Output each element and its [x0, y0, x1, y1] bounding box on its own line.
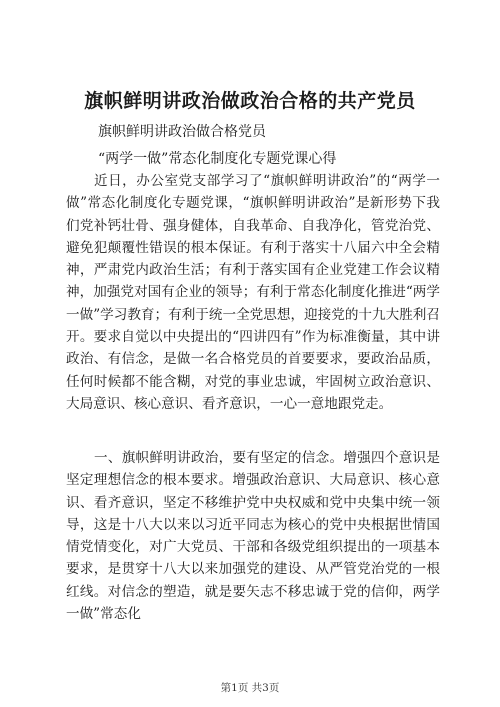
- document-title: 旗帜鲜明讲政治做政治合格的共产党员: [84, 90, 416, 112]
- body-paragraph-2: 一、旗帜鲜明讲政治，要有坚定的信念。增强四个意识是坚定理想信念的根本要求。增强政治意识、大局意识、核心意识、看齐意识，坚定不移维护党中央权威和党中央集中统一领导，这是十八大以来以习近平同志为核心的党中央根据世情国情党情变化，对广大党员、干部和各级党组织提出的一项基本要求，是贯穿十八大以来加强党的建设、从严管党治党的一根红线。对信念的塑造，就是要矢志不移忠诚于党的信仰，两学一做”常态化: [66, 450, 440, 623]
- page-footer: 第1页 共3页: [220, 682, 280, 694]
- document-subtitle: 旗帜鲜明讲政治做合格党员: [98, 124, 266, 140]
- document-subheading: “两学一做”常态化制度化专题党课心得: [98, 151, 337, 167]
- body-paragraph-1: 近日，办公室党支部学习了“旗帜鲜明讲政治”的“两学一做”常态化制度化专题党课，“旗帜鲜明讲政治”是新形势下我们党补钙壮骨、强身健体，自我革命、自我净化，管党治党、避免犯颠覆性错误的根本保证。有利于落实十八届六中全会精神，严肃党内政治生活；有利于落实国有企业党建工作会议精神，加强党对国有企业的领导；有利于常态化制度化推进“两学一做”学习教育；有利于统一全党思想，迎接党的十九大胜利召开。要求自觉以中央提出的“四讲四有”作为标准衡量，其中讲政治、有信念，是做一名合格党员的首要要求，要政治品质，任何时候都不能含糊，对党的事业忠诚，牢固树立政治意识、大局意识、核心意识、看齐意识，一心一意地跟党走。: [66, 173, 440, 412]
